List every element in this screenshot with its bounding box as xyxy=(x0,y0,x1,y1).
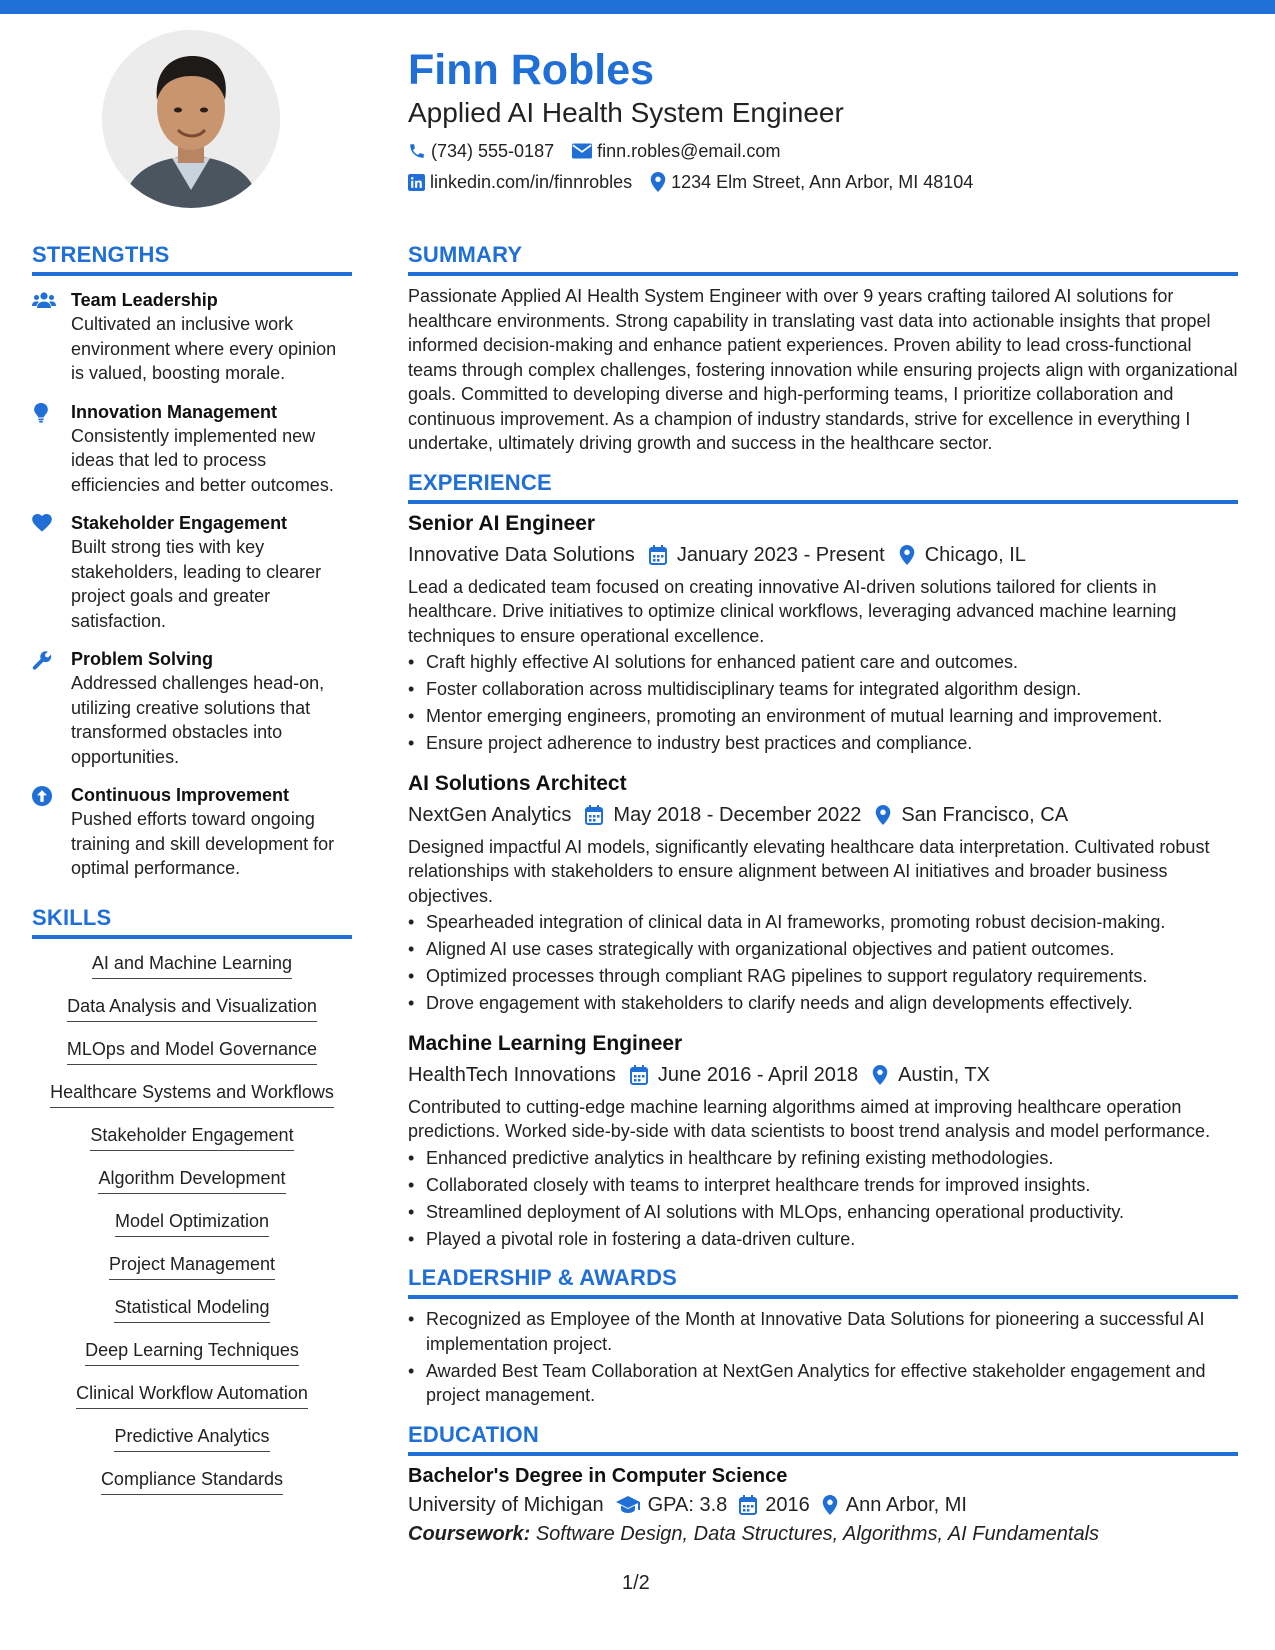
users-icon xyxy=(32,291,56,309)
phone-icon xyxy=(408,142,426,160)
job-bullets xyxy=(408,650,1238,756)
awards-heading: LEADERSHIP & AWARDS xyxy=(408,1265,678,1290)
contact-row-2 xyxy=(408,169,1238,195)
company-name: Innovative Data Solutions xyxy=(408,543,635,566)
job-bullets xyxy=(408,910,1238,1016)
job-bullet: • Streamlined deployment of AI solutions with MLOps, enhancing operational productivity. xyxy=(408,1200,1238,1225)
skill-item: Stakeholder Engagement xyxy=(90,1123,293,1151)
skills-heading: SKILLS xyxy=(32,904,112,930)
job-title: AI Solutions Architect xyxy=(408,771,627,795)
job-meta xyxy=(408,1060,1238,1090)
gpa-text: GPA: 3.8 xyxy=(647,1493,728,1516)
skill-item: Model Optimization xyxy=(115,1209,269,1237)
lightbulb-icon xyxy=(32,403,50,423)
coursework-label: Coursework: xyxy=(408,1522,531,1545)
award-item: • Awarded Best Team Collaboration at NextGen Analytics for effective stakeholder engagement and project management. xyxy=(408,1359,1238,1408)
skill-item: MLOps and Model Governance xyxy=(67,1037,317,1065)
job-bullet: • Played a pivotal role in fostering a data-driven culture. xyxy=(408,1227,1238,1252)
graduation-year: 2016 xyxy=(765,1493,810,1516)
section-divider xyxy=(408,272,1238,276)
email-text[interactable]: finn.robles@email.com xyxy=(597,141,781,161)
job-title: Senior AI Engineer xyxy=(408,511,596,535)
arrow-up-circle-icon xyxy=(32,786,52,806)
avatar-illustration xyxy=(102,30,280,208)
skill-item: Project Management xyxy=(109,1252,275,1280)
calendar-icon xyxy=(630,1065,648,1085)
strength-item xyxy=(32,647,352,769)
calendar-icon xyxy=(649,545,667,565)
experience-heading: EXPERIENCE xyxy=(408,469,552,495)
job-dates: May 2018 - December 2022 xyxy=(613,803,862,826)
job-meta xyxy=(408,800,1238,830)
job-location: Austin, TX xyxy=(898,1063,990,1086)
map-pin-icon xyxy=(872,1065,888,1085)
candidate-name: Finn Robles xyxy=(408,46,655,94)
award-item: • Recognized as Employee of the Month at Innovative Data Solutions for pioneering a successful AI implementation project. xyxy=(408,1307,1238,1356)
job-description: Contributed to cutting-edge machine learning algorithms aimed at improving healthcare operation predictions. Worked side-by-side with data scientists to boost trend analysis and model performance. xyxy=(408,1096,1211,1141)
job-dates: June 2016 - April 2018 xyxy=(657,1063,859,1086)
job-bullet: • Drove engagement with stakeholders to clarify needs and align developments effectively. xyxy=(408,991,1238,1016)
summary-heading: SUMMARY xyxy=(408,242,523,267)
address-text: 1234 Elm Street, Ann Arbor, MI 48104 xyxy=(671,172,974,192)
contact-row-1 xyxy=(408,138,1238,164)
coursework-text: Software Design, Data Structures, Algorithms, AI Fundamentals xyxy=(535,1522,1100,1545)
strength-title: Problem Solving xyxy=(71,649,214,669)
job-bullets xyxy=(408,1146,1238,1252)
resume-header xyxy=(408,44,1238,195)
graduation-cap-icon xyxy=(616,1496,640,1514)
envelope-icon xyxy=(572,143,592,159)
job-dates: January 2023 - Present xyxy=(676,543,885,566)
skill-item: Predictive Analytics xyxy=(114,1424,269,1452)
section-divider xyxy=(32,935,352,939)
job-title: Machine Learning Engineer xyxy=(408,1031,683,1055)
job-description: Lead a dedicated team focused on creating innovative AI-driven solutions tailored for clients in healthcare. Drive initiatives to optimize clinical workflows, leveraging advanced machine learning techniques to ensure operational excellence. xyxy=(408,576,1177,646)
strength-item xyxy=(32,783,352,881)
phone-text: (734) 555-0187 xyxy=(431,141,555,161)
job-bullet: • Spearheaded integration of clinical data in AI frameworks, promoting robust decision-making. xyxy=(408,910,1238,935)
right-column xyxy=(408,240,1238,1548)
skill-item: Statistical Modeling xyxy=(114,1295,269,1323)
education-location: Ann Arbor, MI xyxy=(845,1493,967,1516)
job-bullet: • Mentor emerging engineers, promoting an environment of mutual learning and improvement. xyxy=(408,704,1238,729)
skill-item: Healthcare Systems and Workflows xyxy=(50,1080,334,1108)
job-location: San Francisco, CA xyxy=(901,803,1069,826)
section-divider xyxy=(408,1295,1238,1299)
strength-item xyxy=(32,288,352,386)
skill-item: Clinical Workflow Automation xyxy=(76,1381,308,1409)
linkedin-text[interactable]: linkedin.com/in/finnrobles xyxy=(430,172,633,192)
map-pin-icon xyxy=(899,545,915,565)
coursework-line xyxy=(408,1520,1238,1548)
strengths-heading: STRENGTHS xyxy=(32,242,170,267)
education-degree: Bachelor's Degree in Computer Science xyxy=(408,1464,788,1487)
strength-desc: Consistently implemented new ideas that led to process efficiencies and better outcomes. xyxy=(71,425,334,495)
map-pin-icon xyxy=(875,805,891,825)
top-accent-bar xyxy=(0,0,1275,14)
job-bullet: • Enhanced predictive analytics in healthcare by refining existing methodologies. xyxy=(408,1146,1238,1171)
linkedin-contact[interactable] xyxy=(408,169,632,195)
school-name: University of Michigan xyxy=(408,1493,604,1516)
section-divider xyxy=(408,1452,1238,1456)
section-divider xyxy=(408,500,1238,504)
email-contact[interactable] xyxy=(572,138,780,164)
education-meta xyxy=(408,1490,1238,1520)
map-pin-icon xyxy=(650,172,666,192)
job-bullet: • Craft highly effective AI solutions for enhanced patient care and outcomes. xyxy=(408,650,1238,675)
linkedin-icon xyxy=(408,174,425,191)
wrench-icon xyxy=(32,650,52,670)
skill-item: Data Analysis and Visualization xyxy=(67,994,317,1022)
skill-item: Algorithm Development xyxy=(98,1166,285,1194)
strength-desc: Built strong ties with key stakeholders, leading to clearer project goals and greater satisfaction. xyxy=(71,537,322,631)
job-entry xyxy=(408,510,1238,756)
job-location: Chicago, IL xyxy=(924,543,1026,566)
strength-title: Innovation Management xyxy=(71,401,278,422)
candidate-title: Applied AI Health System Engineer xyxy=(408,97,844,128)
company-name: NextGen Analytics xyxy=(408,803,572,826)
job-description: Designed impactful AI models, significantly elevating healthcare data interpretation. Cultivated robust relationships with stakeholders to ensure alignment between AI initiatives and broader business objectives. xyxy=(408,836,1210,906)
job-entry xyxy=(408,770,1238,1016)
job-meta xyxy=(408,540,1238,570)
address-contact xyxy=(650,169,973,195)
job-bullet: • Aligned AI use cases strategically with organizational objectives and patient outcomes. xyxy=(408,937,1238,962)
calendar-icon xyxy=(585,805,603,825)
section-divider xyxy=(32,272,352,276)
left-column xyxy=(32,240,352,1510)
job-entry xyxy=(408,1030,1238,1252)
skill-item: Deep Learning Techniques xyxy=(85,1338,299,1366)
strength-desc: Addressed challenges head-on, utilizing creative solutions that transformed obstacles into opportunities. xyxy=(71,673,325,767)
education-heading: EDUCATION xyxy=(408,1421,539,1447)
map-pin-icon xyxy=(822,1495,838,1515)
strength-title: Continuous Improvement xyxy=(71,785,290,805)
skill-item: AI and Machine Learning xyxy=(92,951,292,979)
strength-title: Team Leadership xyxy=(71,290,218,310)
heart-icon xyxy=(32,514,52,532)
job-bullet: • Ensure project adherence to industry best practices and compliance. xyxy=(408,731,1238,756)
job-bullet: • Optimized processes through compliant RAG pipelines to support regulatory requirements. xyxy=(408,964,1238,989)
summary-text: Passionate Applied AI Health System Engineer with over 9 years crafting tailored AI solutions for healthcare environments. Strong capability in translating vast data into actionable insights that propel informed decision-making and enhance patient experiences. Proven ability to lead cross-functional teams through complex challenges, fostering innovation while ensuring projects align with organizational goals. Committed to developing diverse and high-performing teams, I prioritize collaboration and continuous improvement. As a champion of industry standards, strive for excellence in everything I undertake, ultimately driving growth and success in the healthcare sector. xyxy=(408,286,1238,453)
strength-item xyxy=(32,511,352,633)
skills-list xyxy=(32,951,352,1510)
job-bullet: • Foster collaboration across multidisciplinary teams for integrated algorithm design. xyxy=(408,677,1238,702)
phone-contact xyxy=(408,138,554,164)
strength-item xyxy=(32,400,352,498)
company-name: HealthTech Innovations xyxy=(408,1063,616,1086)
job-bullet: • Collaborated closely with teams to interpret healthcare trends for improved insights. xyxy=(408,1173,1238,1198)
skill-item: Compliance Standards xyxy=(101,1467,283,1495)
page-number: 1/2 xyxy=(622,1572,650,1594)
strength-title: Stakeholder Engagement xyxy=(71,513,288,533)
profile-photo xyxy=(102,30,280,208)
strength-desc: Cultivated an inclusive work environment where every opinion is valued, boosting morale. xyxy=(71,314,337,383)
awards-list xyxy=(408,1307,1238,1408)
calendar-icon xyxy=(739,1495,757,1515)
strength-desc: Pushed efforts toward ongoing training and skill development for optimal performance. xyxy=(71,809,335,878)
